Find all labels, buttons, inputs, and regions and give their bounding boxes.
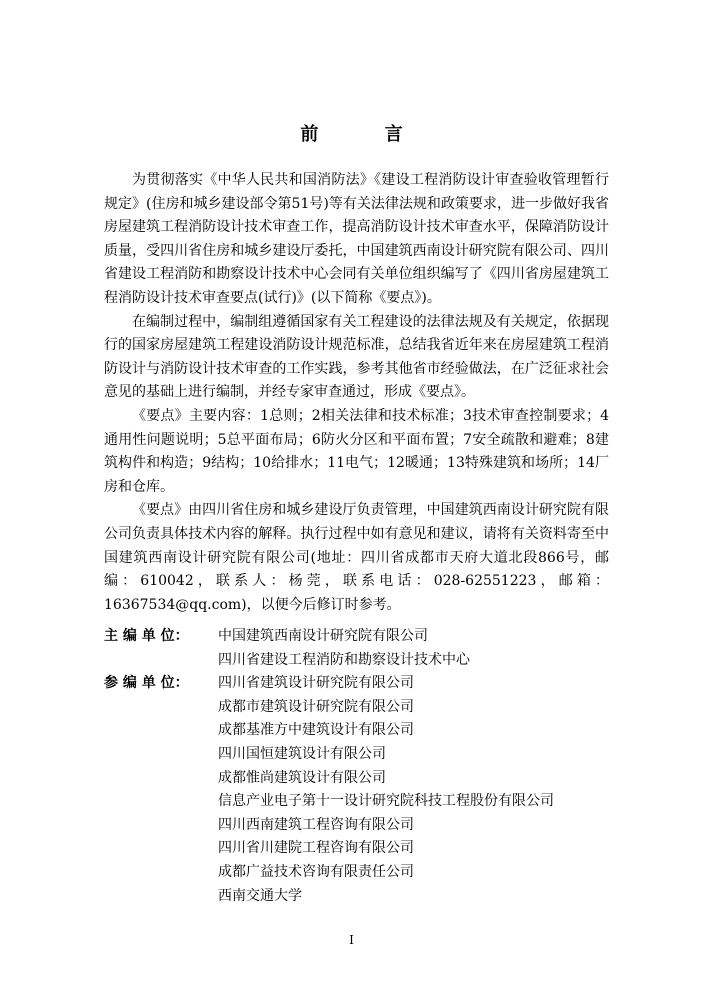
paragraph-process: 在编制过程中，编制组遵循国家有关工程建设的法律法规及有关规定，依据现行的国家房屋建筑工程建设消防设计规范标准，总结我省近年来在房屋建筑工程消防设计与消防设计技术审查的工作实践，参考其他省市经验做法，在广泛征求社会意见的基础上进行编制，并经专家审查通过，形成《要点》。 — [104, 313, 609, 401]
chief-unit-item: 四川省建设工程消防和勘察设计技术中心 — [218, 651, 470, 668]
participating-units-list — [218, 672, 609, 908]
chief-unit-item: 中国建筑西南设计研究院有限公司 — [218, 628, 428, 644]
participating-unit-item: 西南交通大学 — [218, 887, 302, 904]
paragraph-contents: 《要点》主要内容：1总则；2相关法律和技术标准；3技术审查控制要求；4通用性问题说明；5总平面布局；6防火分区和平面布置；7安全疏散和避难；8建筑构件和构造；9结构；10给排水；11电气；12暖通；13特殊建筑和场所；14厂房和仓库。 — [104, 407, 609, 495]
paragraph-management: 《要点》由四川省住房和城乡建设厅负责管理，中国建筑西南设计研究院有限公司负责具体技术内容的解释。执行过程中如有意见和建议，请将有关资料寄至中国建筑西南设计研究院有限公司(地址：四川省成都市天府大道北段866号，邮编：610042，联系人：杨莞，联系电话：028-62551223，邮箱：16367534@qq.com)，以便今后修订时参考。 — [104, 502, 609, 613]
paragraph-purpose: 为贯彻落实《中华人民共和国消防法》《建设工程消防设计审查验收管理暂行规定》(住房和城乡建设部令第51号)等有关法律法规和政策要求，进一步做好我省房屋建筑工程消防设计技术审查工作，提高消防设计技术审查水平，保障消防设计质量，受四川省住房和城乡建设厅委托，中国建筑西南设计研究院有限公司、四川省建设工程消防和勘察设计技术中心会同有关单位组织编写了《四川省房屋建筑工程消防设计技术审查要点(试行)》(以下简称《要点》)。 — [104, 172, 609, 306]
participating-unit-item: 成都惟尚建筑设计有限公司 — [218, 769, 386, 786]
chief-units — [104, 625, 609, 672]
chief-units-label: 主 编 单 位： — [104, 628, 189, 644]
participating-unit-item: 成都市建筑设计研究院有限公司 — [218, 698, 414, 715]
participating-unit-item: 四川省建筑设计研究院有限公司 — [218, 675, 414, 692]
page-title: 前 言 — [300, 124, 433, 145]
chief-units-list — [218, 625, 609, 672]
participating-unit-item: 成都广益技术咨询有限责任公司 — [218, 863, 414, 880]
participating-unit-item: 四川国恒建筑设计有限公司 — [218, 745, 386, 762]
participating-unit-item: 成都基准方中建筑设计有限公司 — [218, 722, 414, 739]
units-section — [104, 625, 609, 908]
participating-unit-item: 信息产业电子第十一设计研究院科技工程股份有限公司 — [218, 793, 554, 810]
participating-units — [104, 672, 609, 908]
preface-body — [104, 169, 609, 617]
participating-units-label: 参 编 单 位： — [104, 675, 189, 692]
participating-unit-item: 四川西南建筑工程咨询有限公司 — [218, 816, 414, 833]
page-number: I — [349, 933, 354, 947]
participating-unit-item: 四川省川建院工程咨询有限公司 — [218, 840, 414, 857]
